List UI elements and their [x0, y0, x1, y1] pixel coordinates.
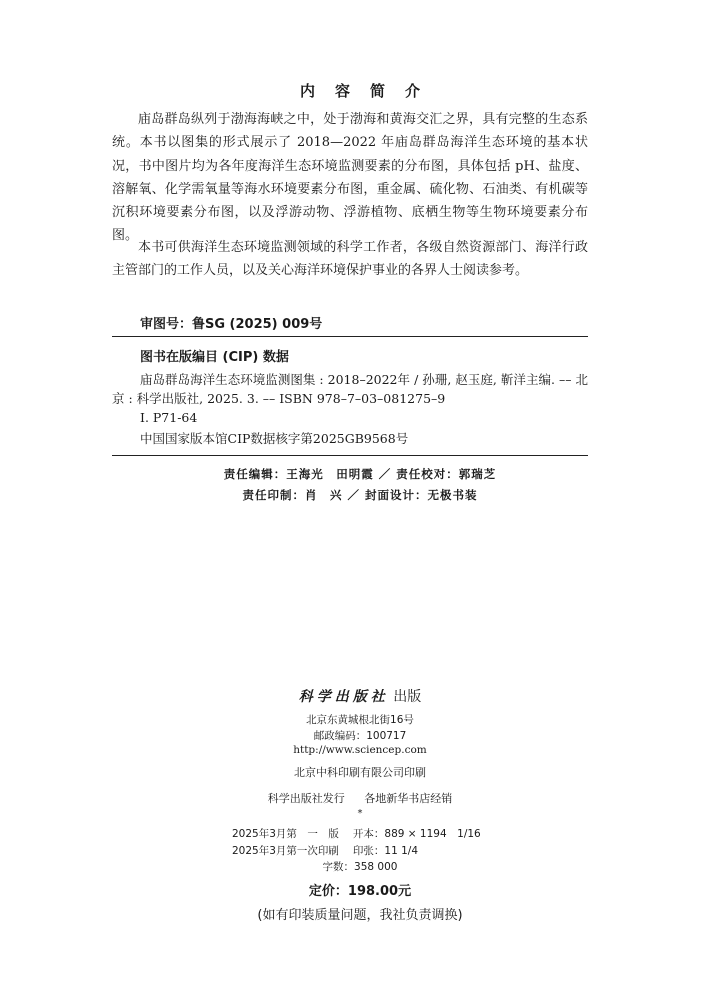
intro-paragraph-1: 庙岛群岛纵列于渤海海峡之中，处于渤海和黄海交汇之界，具有完整的生态系统。本书以图集的形式展示了 2018—2022 年庙岛群岛海洋生态环境的基本状况，书中图片均为各年度海洋生态环境监测要素的分布图，具体包括 pH、盐度、溶解氧、化学需氧量等海水环境要素分布图，重金属、硫化物、石油类、有机碳等沉积环境要素分布图，以及浮游动物、浮游植物、底栖生物等生物环境要素分布图。 — [112, 112, 588, 244]
intro-paragraph-2: 本书可供海洋生态环境监测领域的科学工作者，各级自然资源部门、海洋行政主管部门的工作人员，以及关心海洋环境保护事业的各界人士阅读参考。 — [112, 240, 588, 279]
format: 开本：889 × 1194 1/16 — [352, 828, 481, 840]
publisher-suffix: 出版 — [393, 689, 422, 705]
publisher-url: http://www.sciencep.com — [293, 744, 427, 756]
word-count: 字数：358 000 — [322, 861, 398, 873]
divider-top — [112, 336, 588, 337]
edition: 2025年3月第 一 版 — [232, 828, 339, 840]
publisher-brand: 科学出版社 — [298, 689, 389, 705]
divider-bottom — [112, 455, 588, 456]
price: 定价：198.00元 — [308, 884, 412, 899]
cip-record: 庙岛群岛海洋生态环境监测图集 : 2018–2022年 / 孙珊, 赵玉庭, 靳洋主编. –– 北京 : 科学出版社, 2025. 3. –– ISBN 978–7–03–081275–9 — [112, 372, 588, 406]
staff-line-production: 责任印制：肖 兴 ／ 封面设计：无极书装 — [242, 488, 478, 502]
printing-row — [232, 843, 418, 858]
cip-check-number: 中国国家版本馆CIP数据核字第2025GB9568号 — [140, 431, 409, 446]
cip-heading: 图书在版编目 (CIP) 数据 — [140, 350, 289, 365]
intro-title: 内容简介 — [299, 82, 440, 100]
quality-notice: (如有印装质量问题，我社负责调换) — [257, 908, 463, 923]
distributor: 科学出版社发行 — [267, 792, 345, 805]
publisher-address: 北京东黄城根北街16号 — [306, 714, 414, 726]
retailer: 各地新华书店经销 — [364, 792, 453, 805]
printer: 北京中科印刷有限公司印刷 — [294, 766, 426, 779]
staff-line-editors: 责任编辑：王海光 田明霞 ／ 责任校对：郭瑞芝 — [223, 467, 497, 481]
separator-asterisk: * — [357, 808, 363, 819]
edition-row — [232, 826, 481, 841]
map-review-number: 审图号：鲁SG (2025) 009号 — [140, 317, 323, 332]
sheets: 印张：11 1/4 — [352, 845, 419, 857]
printing: 2025年3月第一次印刷 — [232, 845, 339, 857]
postal-code: 邮政编码：100717 — [313, 730, 407, 742]
distribution-line — [0, 790, 720, 806]
cip-classification: Ⅰ. P71-64 — [140, 410, 198, 425]
publisher-line — [0, 686, 720, 706]
